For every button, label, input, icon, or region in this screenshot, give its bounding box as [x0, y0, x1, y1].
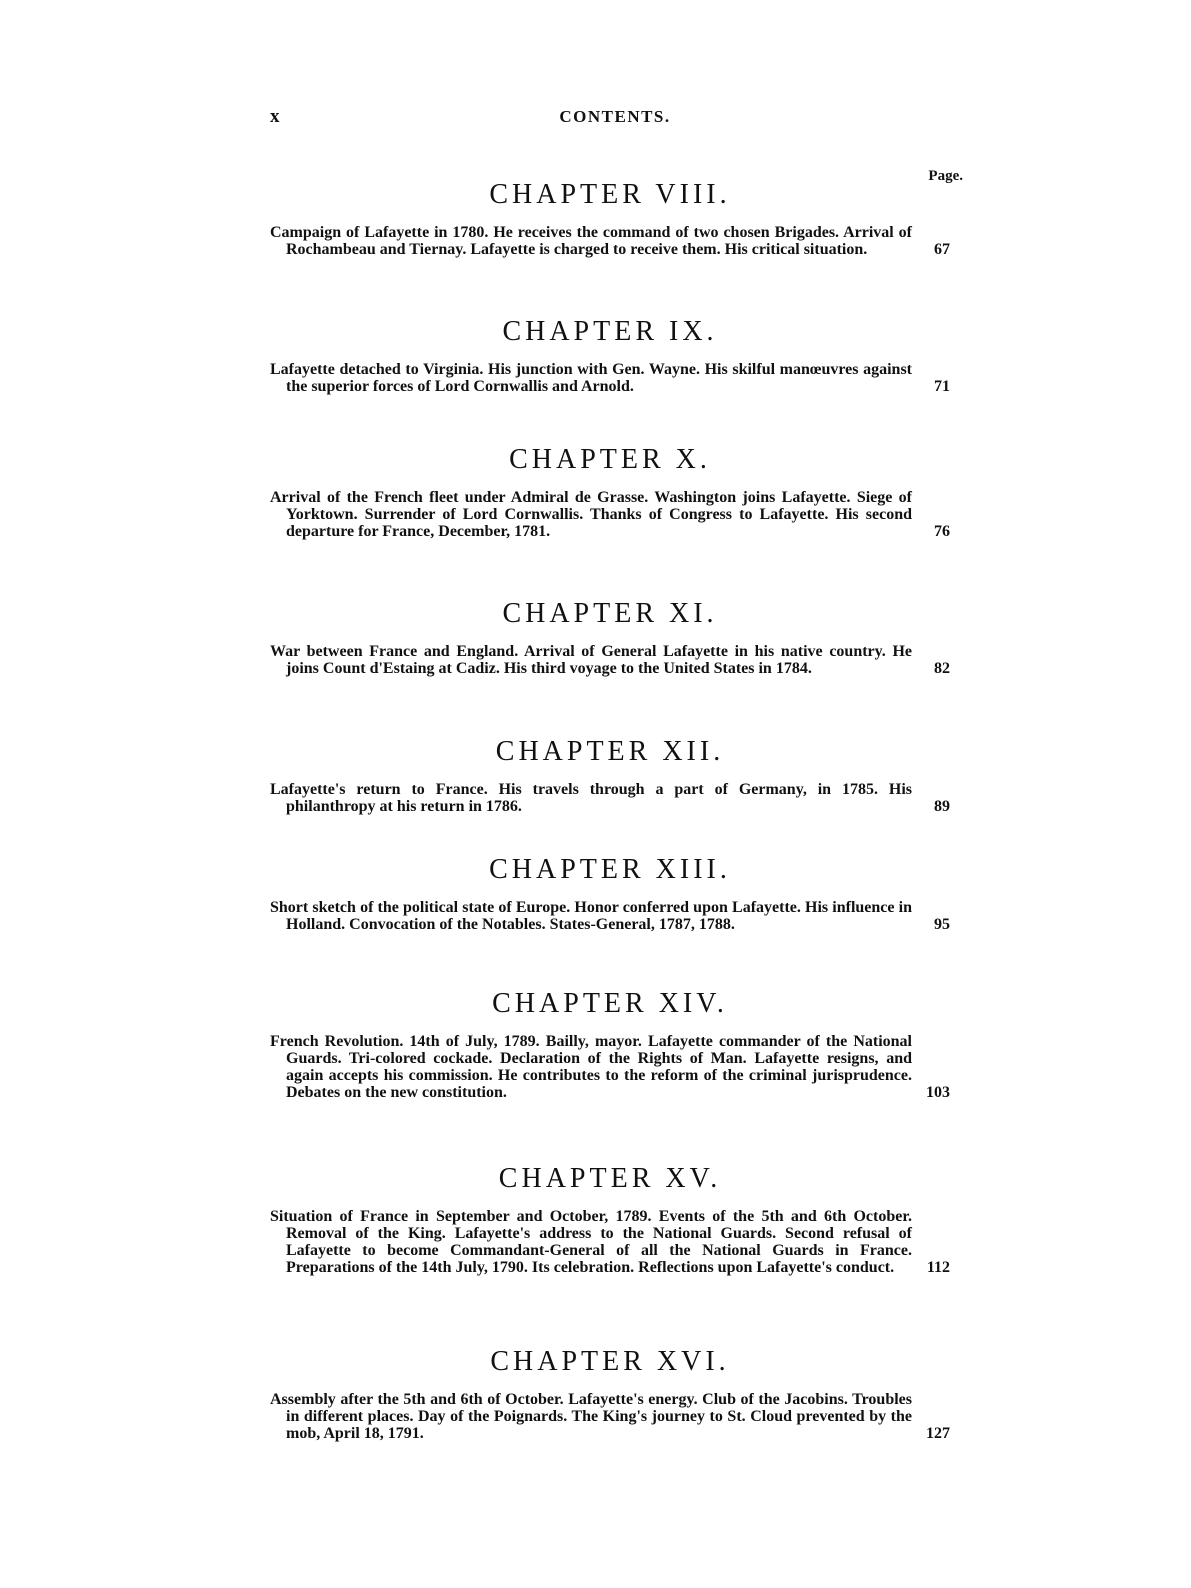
chapter-summary: War between France and England. Arrival of General Lafayette in his native country. He joins Count d'Estaing at Cadiz. His third voyage to the United States in 1784. [270, 643, 912, 677]
chapter-summary-block [270, 489, 950, 540]
chapter-summary: French Revolution. 14th of July, 1789. Bailly, mayor. Lafayette commander of the National Guards. Tri-colored cockade. Declaration of the Rights of Man. Lafayette resigns, and again accepts his commission. He contributes to the reform of the criminal jurisprudence. Debates on the new constitution. [270, 1033, 912, 1101]
chapter-entry-xiv [270, 987, 950, 1101]
chapter-heading: CHAPTER XVI. [490, 1346, 730, 1377]
chapter-page-number: 127 [926, 1425, 950, 1442]
chapter-page-number: 112 [926, 1259, 950, 1276]
chapter-summary-block [270, 899, 950, 933]
chapter-entry-xi [270, 597, 950, 677]
chapter-heading: CHAPTER XV. [498, 1163, 722, 1194]
chapter-summary-block [270, 224, 950, 258]
chapter-heading: CHAPTER XIV. [492, 988, 728, 1019]
chapter-summary-block [270, 361, 950, 395]
chapter-page-number: 103 [926, 1084, 950, 1101]
chapter-page-number: 95 [934, 916, 950, 933]
chapter-summary: Assembly after the 5th and 6th of October. Lafayette's energy. Club of the Jacobins. Troubles in different places. Day of the Poignards. The King's journey to St. Cloud prevented by the mob, April 18, 1791. [270, 1391, 912, 1442]
chapter-summary-block [270, 1033, 950, 1101]
chapter-summary-block [270, 781, 950, 815]
chapter-entry-xii [270, 735, 950, 815]
chapter-heading: CHAPTER VIII. [489, 179, 731, 210]
chapter-page-number: 82 [934, 660, 950, 677]
chapter-entry-xv [270, 1162, 950, 1276]
chapter-page-number: 71 [934, 378, 950, 395]
chapter-heading: CHAPTER XIII. [489, 854, 731, 885]
chapter-summary: Campaign of Lafayette in 1780. He receives the command of two chosen Brigades. Arrival of Rochambeau and Tiernay. Lafayette is charged to receive them. His critical situation. [270, 224, 912, 258]
chapter-summary: Lafayette's return to France. His travels through a part of Germany, in 1785. His philanthropy at his return in 1786. [270, 781, 912, 815]
chapter-entry-x [270, 443, 950, 540]
chapter-page-number: 76 [934, 523, 950, 540]
running-head [270, 106, 960, 130]
chapter-entry-xiii [270, 853, 950, 933]
chapter-summary: Short sketch of the political state of Europe. Honor conferred upon Lafayette. His influence in Holland. Convocation of the Notables. States-General, 1787, 1788. [270, 899, 912, 933]
chapter-summary-block [270, 1391, 950, 1442]
chapter-page-number: 89 [934, 798, 950, 815]
chapter-summary: Lafayette detached to Virginia. His junction with Gen. Wayne. His skilful manœuvres against the superior forces of Lord Cornwallis and Arnold. [270, 361, 912, 395]
chapter-heading: CHAPTER IX. [502, 316, 718, 347]
chapter-summary-block [270, 643, 950, 677]
chapter-heading: CHAPTER XI. [502, 598, 718, 629]
chapter-entry-viii [270, 178, 950, 258]
chapter-entry-xvi [270, 1345, 950, 1442]
chapter-summary-block [270, 1208, 950, 1276]
chapter-summary: Situation of France in September and October, 1789. Events of the 5th and 6th October. Removal of the King. Lafayette's address to the National Guards. Second refusal of Lafayette to become Commandant-General of all the National Guards in France. Preparations of the 14th July, 1790. Its celebration. Reflections upon Lafayette's conduct. [270, 1208, 912, 1276]
running-head-title: CONTENTS. [559, 107, 671, 126]
page-folio: x [270, 106, 280, 127]
chapter-summary: Arrival of the French fleet under Admiral de Grasse. Washington joins Lafayette. Siege of Yorktown. Surrender of Lord Cornwallis. Thanks of Congress to Lafayette. His second departure for France, December, 1781. [270, 489, 912, 540]
chapter-page-number: 67 [934, 241, 950, 258]
chapter-heading: CHAPTER XII. [495, 736, 725, 767]
chapter-heading: CHAPTER X. [509, 444, 711, 475]
page-column-label: Page. [928, 168, 963, 184]
chapter-entry-ix [270, 315, 950, 395]
